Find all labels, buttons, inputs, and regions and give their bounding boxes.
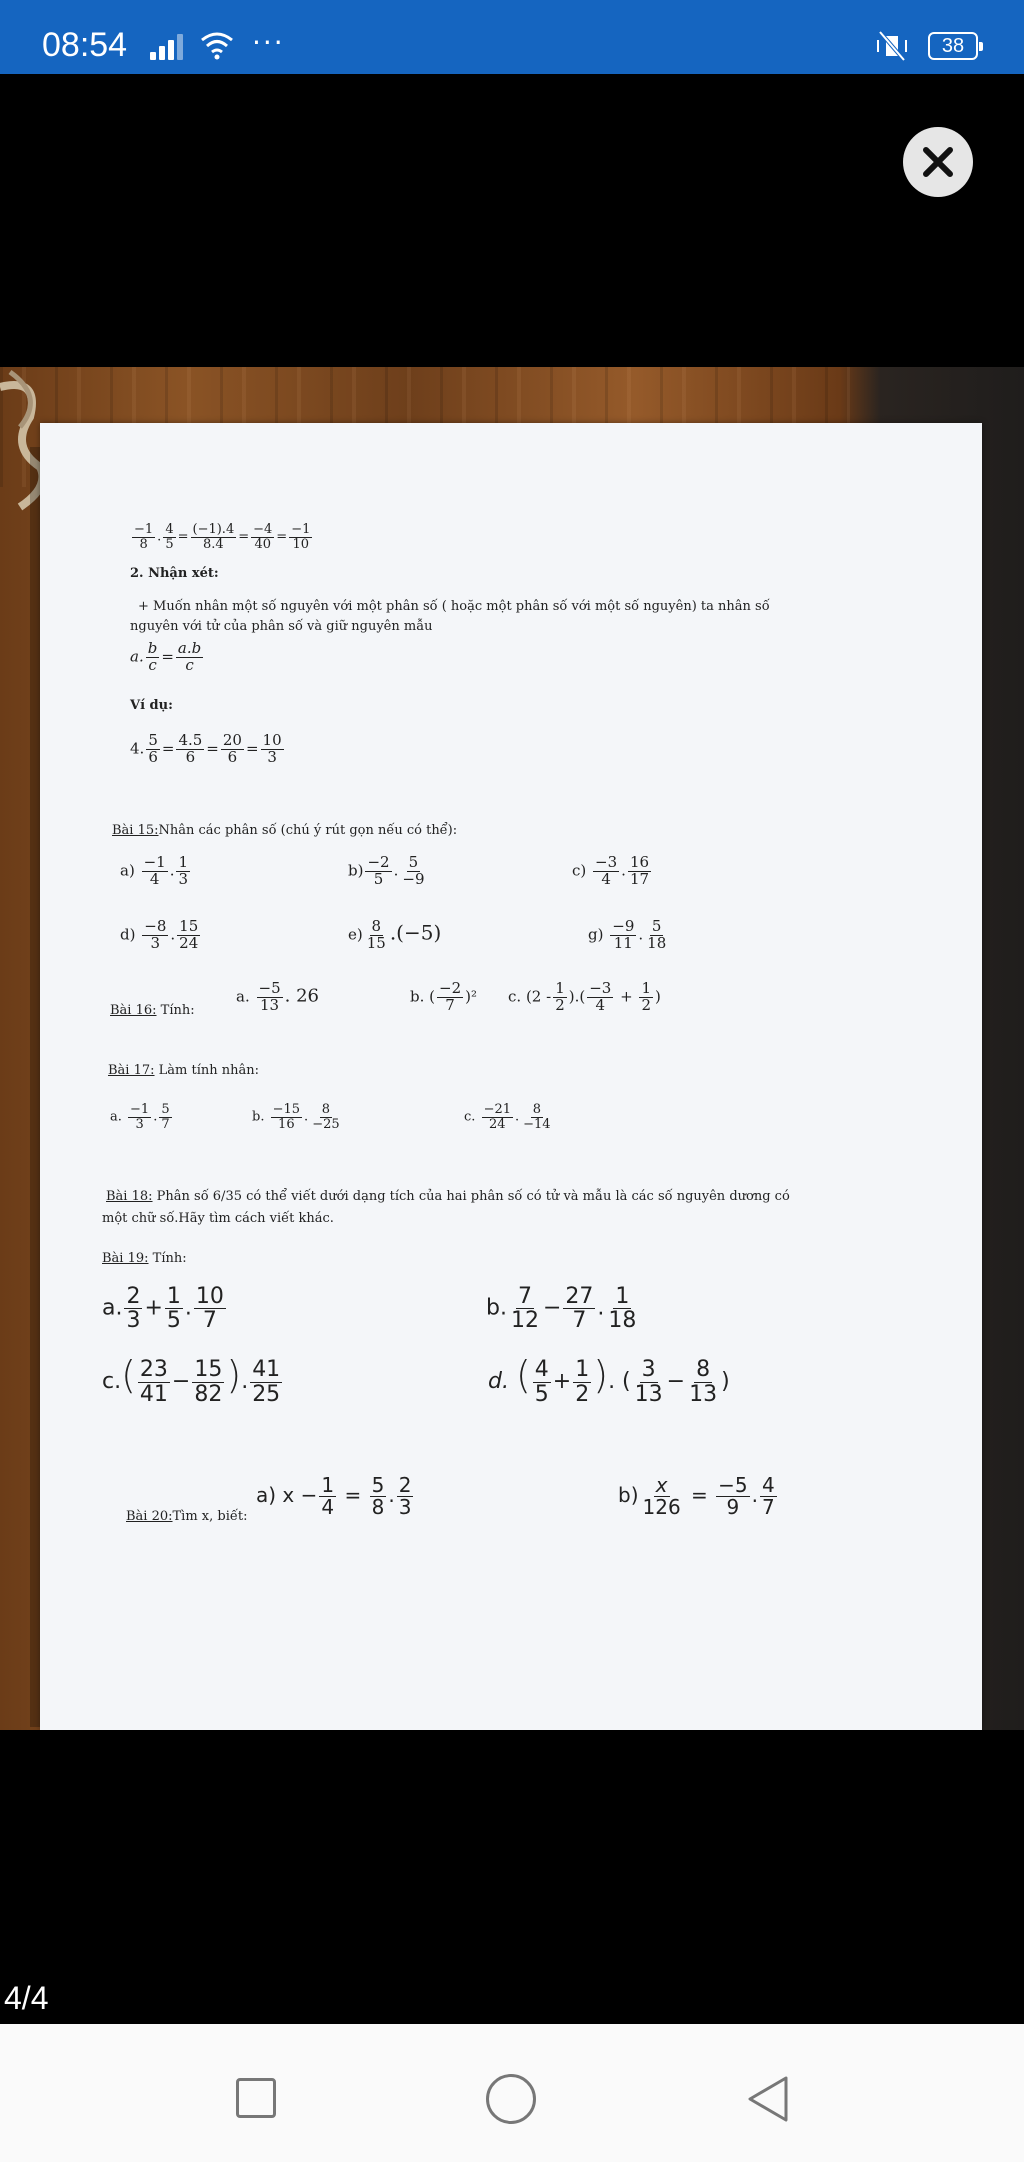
navigation-bar	[0, 2024, 1024, 2162]
worksheet-paper	[40, 423, 982, 1730]
vidu-equation: 4. $\frac{5}{6}$ = $\frac{4.5}{6}$ = $\frac{20}{6}$ = $\frac{10}{3}$	[130, 731, 282, 766]
bai15-e: e) $\frac{8}{15}$ .(−5)	[348, 917, 442, 952]
bai19-heading: Bài 19: Tính:	[102, 1251, 187, 1266]
vidu-heading: Ví dụ:	[130, 698, 173, 713]
bai16-b: b. ( $\frac{-2}{7}$ )²	[410, 979, 478, 1014]
bai17-c: c. $\frac{-21}{24}$ . $\frac{8}{-14}$	[464, 1102, 551, 1132]
bai15-g: g) $\frac{-9}{11}$ . $\frac{5}{18}$	[588, 917, 667, 952]
battery-indicator: 38	[928, 32, 978, 60]
bai15-heading: Bài 15:Nhân các phân số (chú ý rút gọn nếu có thể):	[112, 823, 458, 838]
signal-icon	[150, 34, 184, 60]
close-icon	[921, 145, 955, 179]
bai17-heading: Bài 17: Làm tính nhân:	[108, 1063, 260, 1078]
bai20-b: b) $\frac{x}{126}$ = $\frac{-5}{9}$ . $\frac{4}{7}$	[618, 1473, 775, 1519]
bai15-a: a) $\frac{-1}{4}$ . $\frac{1}{3}$	[120, 853, 189, 888]
close-button[interactable]	[903, 127, 973, 197]
bai16-a: a. $\frac{-5}{13}$ . 26	[236, 979, 319, 1014]
nhan-xet-heading: 2. Nhận xét:	[130, 566, 219, 581]
recent-apps-button[interactable]	[236, 2078, 276, 2118]
back-button[interactable]	[744, 2074, 792, 2124]
rule-line-2: nguyên với tử của phân số và giữ nguyên mẫu	[130, 619, 433, 634]
bai18-line2: một chữ số.Hãy tìm cách viết khác.	[102, 1211, 334, 1226]
wifi-icon	[200, 30, 234, 60]
bai20-heading: Bài 20:Tìm x, biết:	[126, 1509, 248, 1524]
bai15-b: b) $\frac{-2}{5}$ . $\frac{5}{-9}$	[348, 853, 425, 888]
bai15-d: d) $\frac{-8}{3}$ . $\frac{15}{24}$	[120, 917, 199, 952]
page-indicator: 4/4	[4, 1980, 49, 2016]
rule-formula: a. $\frac{b}{c}$ = $\frac{a.b}{c}$	[130, 639, 202, 674]
example-equation: $\frac{-1}{8}$ . $\frac{4}{5}$ = $\frac{(-1).4}{8.4}$ = $\frac{-4}{40}$ = $\frac{-1}{10}$	[134, 522, 311, 552]
bai19-c: c.( $\frac{23}{41}$ − $\frac{15}{82}$ ). $\frac{41}{25}$	[102, 1353, 281, 1407]
rule-line-1: + Muốn nhân một số nguyên với một phân số ( hoặc một phân số với một số nguyên) ta nhân số	[138, 599, 770, 614]
photo-viewer-image[interactable]	[0, 367, 1024, 1730]
bai18-line1: Bài 18: Phân số 6/35 có thể viết dưới dạng tích của hai phân số có tử và mẫu là các số nguyên dương có	[106, 1189, 790, 1204]
home-button[interactable]	[486, 2074, 536, 2124]
more-notifications-icon: ···	[252, 26, 285, 59]
bai17-b: b. $\frac{-15}{16}$ . $\frac{8}{-25}$	[252, 1102, 340, 1132]
bai15-c: c) $\frac{-3}{4}$ . $\frac{16}{17}$	[572, 853, 650, 888]
bai19-a: a. $\frac{2}{3}$ + $\frac{1}{5}$ . $\frac{10}{7}$	[102, 1284, 224, 1334]
bai17-a: a. $\frac{-1}{3}$ . $\frac{5}{7}$	[110, 1102, 170, 1132]
bai16-heading: Bài 16: Tính:	[110, 1003, 195, 1018]
status-bar	[0, 0, 1024, 74]
mute-vibrate-icon	[872, 30, 912, 62]
bai20-a: a) x − $\frac{1}{4}$ = $\frac{5}{8}$ . $\frac{2}{3}$	[256, 1473, 412, 1519]
status-time: 08:54	[42, 26, 128, 64]
bai19-b: b. $\frac{7}{12}$ − $\frac{27}{7}$ . $\frac{1}{18}$	[486, 1284, 637, 1334]
bai19-d: d. ( $\frac{4}{5}$ + $\frac{1}{2}$ ). ( $\frac{3}{13}$ − $\frac{8}{13}$ )	[488, 1353, 730, 1407]
bai16-c: c. (2 - $\frac{1}{2}$ ).( $\frac{-3}{4}$ + $\frac{1}{2}$ )	[508, 979, 661, 1014]
